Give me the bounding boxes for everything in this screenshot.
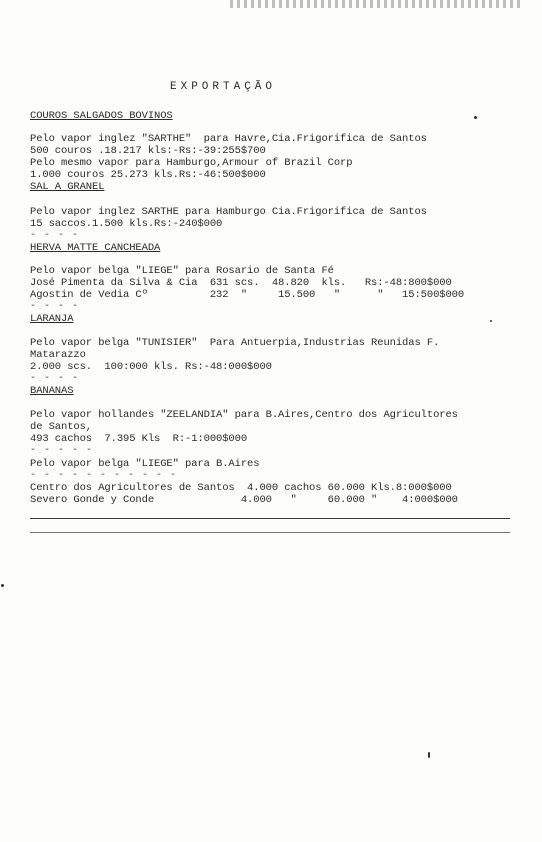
text-line: de Santos, <box>30 421 93 433</box>
text-line: Pelo vapor inglez "SARTHE" para Havre,Cia.Frigorifica de Santos <box>30 133 427 145</box>
text-line: Pelo vapor hollandes "ZEELANDIA" para B.Aires,Centro dos Agricultores <box>30 409 458 421</box>
text-line: José Pimenta da Silva & Cia 631 scs. 48.820 kls. Rs:-48:800$000 <box>30 277 452 289</box>
text-line: Severo Gonde y Conde 4.000 " 60.000 " 4:000$000 <box>30 494 458 506</box>
text-line: Pelo mesmo vapor para Hamburgo,Armour of Brazil Corp <box>30 157 353 169</box>
text-line: 2.000 scs. 100:000 kls. Rs:-48:000$000 <box>30 361 272 373</box>
section-heading-sal: SAL A GRANEL <box>30 181 105 193</box>
text-line: 500 couros .18.217 kls:-Rs:-39:255$700 <box>30 145 266 157</box>
scan-artifact <box>230 0 520 8</box>
text-line: Pelo vapor inglez SARTHE para Hamburgo Cia.Frigorifica de Santos <box>30 206 427 218</box>
scan-speck <box>474 116 477 119</box>
section-heading-couros: COUROS SALGADOS BOVINOS <box>30 110 173 122</box>
text-line: 1.000 couros 25.273 kls.Rs:-46:500$000 <box>30 169 266 181</box>
dash-separator: - - - - <box>30 373 80 384</box>
text-line: 15 saccos.1.500 kls.Rs:-240$000 <box>30 218 223 230</box>
dash-separator: - - - - <box>30 230 80 241</box>
dash-separator: - - - - - <box>30 445 94 456</box>
scan-speck <box>490 320 492 322</box>
text-line: Pelo vapor belga "LIEGE" para B.Aires <box>30 458 260 470</box>
scan-speck <box>428 752 430 758</box>
section-heading-laranja: LARANJA <box>30 313 74 325</box>
text-line: Centro dos Agricultores de Santos 4.000 cachos 60.000 Kls.8:000$000 <box>30 482 452 494</box>
dash-separator: - - - - <box>30 301 80 312</box>
closing-rule <box>30 532 510 533</box>
text-line: Pelo vapor belga "TUNISIER" Para Antuerpia,Industrias Reunidas F. <box>30 337 440 349</box>
section-heading-herva-matte: HERVA MATTE CANCHEADA <box>30 242 161 254</box>
text-line: 493 cachos 7.395 Kls R:-1:000$000 <box>30 433 248 445</box>
section-heading-bananas: BANANAS <box>30 385 74 397</box>
page-title: EXPORTAÇÃO <box>170 81 277 93</box>
text-line: Matarazzo <box>30 349 86 361</box>
scan-speck <box>1 584 4 587</box>
closing-rule <box>30 518 510 519</box>
text-line: Pelo vapor belga "LIEGE" para Rosario de Santa Fé <box>30 265 334 277</box>
text-line: Agostin de Vedia Cº 232 " 15.500 " " 15:500$000 <box>30 289 465 301</box>
dash-separator: - - - - - - - - - - - <box>30 470 178 481</box>
